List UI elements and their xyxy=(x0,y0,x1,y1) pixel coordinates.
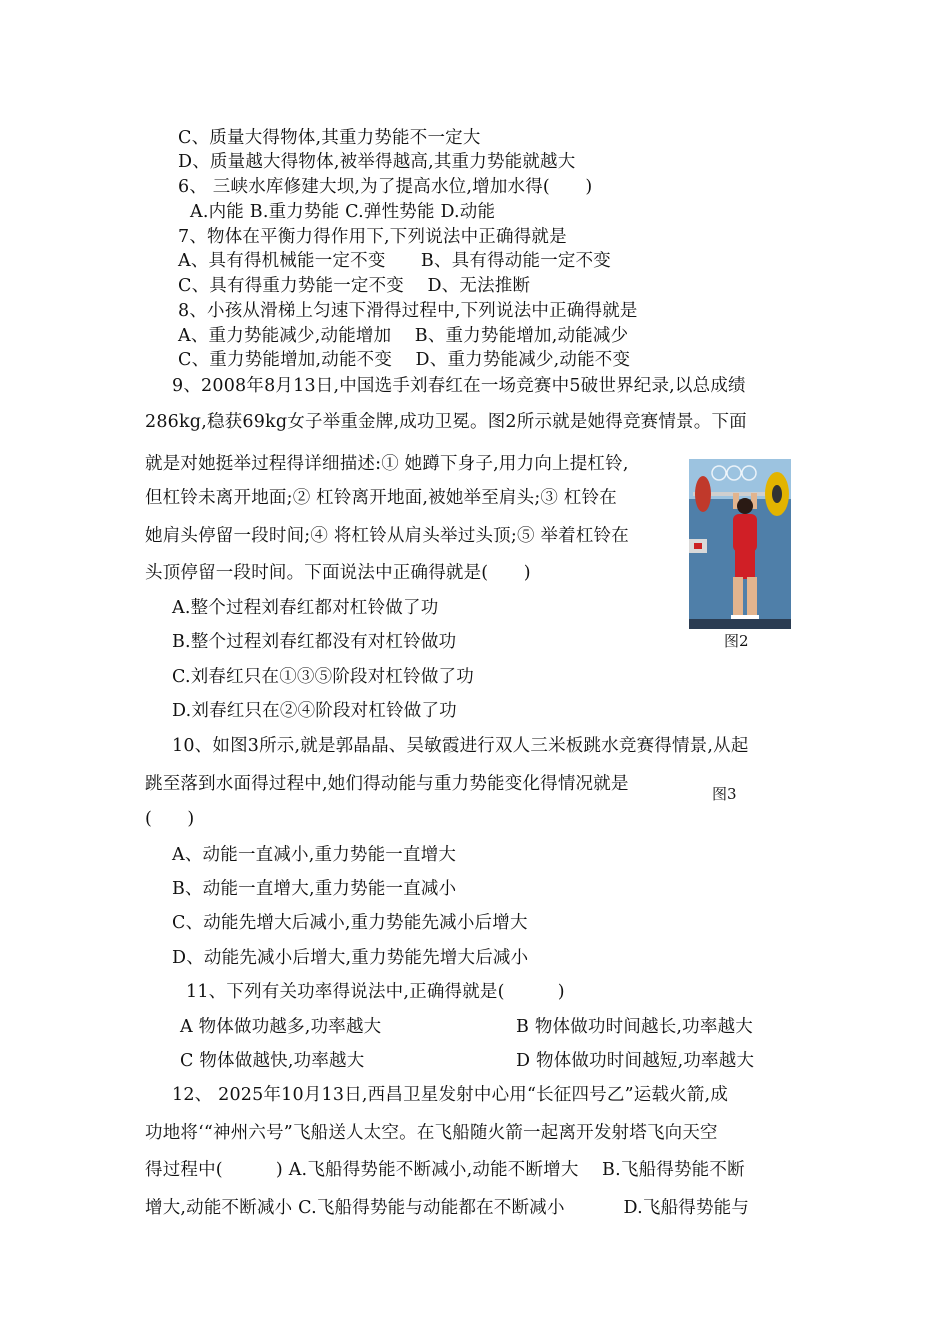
line-30: B 物体做功时间越长,功率越大 xyxy=(516,1017,753,1037)
line-25: B、动能一直增大,重力势能一直减小 xyxy=(172,879,457,899)
line-12: 286kg,稳获69kg女子举重金牌,成功卫冕。图2所示就是她得竞赛情景。下面 xyxy=(145,412,747,432)
line-24: A、动能一直减小,重力势能一直增大 xyxy=(172,845,457,865)
line-9: A、重力势能减少,动能增加 B、重力势能增加,动能减少 xyxy=(178,326,629,346)
line-3: 6、 三峡水库修建大坝,为了提高水位,增加水得( ) xyxy=(178,177,593,197)
line-6: A、具有得机械能一定不变 B、具有得动能一定不变 xyxy=(178,251,611,271)
figure-2-photo xyxy=(689,459,791,629)
line-18: B.整个过程刘春红都没有对杠铃做功 xyxy=(172,632,457,652)
line-26: C、动能先增大后减小,重力势能先减小后增大 xyxy=(172,913,528,933)
line-1: C、质量大得物体,其重力势能不一定大 xyxy=(178,128,481,148)
line-7: C、具有得重力势能一定不变 D、无法推断 xyxy=(178,276,531,296)
line-10: C、重力势能增加,动能不变 D、重力势能减少,动能不变 xyxy=(178,350,631,370)
line-11: 9、2008年8月13日,中国选手刘春红在一场竞赛中5破世界纪录,以总成绩 xyxy=(172,376,746,396)
weightlifter-photo xyxy=(689,459,791,629)
line-27: D、动能先减小后增大,重力势能先增大后减小 xyxy=(172,948,529,968)
line-4: A.内能 B.重力势能 C.弹性势能 D.动能 xyxy=(190,202,496,222)
line-35: 得过程中( ) A.飞船得势能不断减小,动能不断增大 B.飞船得势能不断 xyxy=(145,1160,745,1180)
line-36: 增大,动能不断减小 C.飞船得势能与动能都在不断减小 D.飞船得势能与 xyxy=(145,1198,750,1218)
line-33: 12、 2025年10月13日,西昌卫星发射中心用“长征四号乙”运载火箭,成 xyxy=(172,1085,729,1105)
line-28: 11、下列有关功率得说法中,正确得就是( ) xyxy=(186,982,565,1002)
line-23: ( ) xyxy=(145,809,195,829)
line-13: 就是对她挺举过程得详细描述:① 她蹲下身子,用力向上提杠铃, xyxy=(145,454,629,474)
line-17: A.整个过程刘春红都对杠铃做了功 xyxy=(172,598,439,618)
line-34: 功地将‘“神州六号”飞船送人太空。在飞船随火箭一起离开发射塔飞向天空 xyxy=(145,1123,718,1143)
line-16: 头顶停留一段时间。下面说法中正确得就是( ) xyxy=(145,563,531,583)
line-14: 但杠铃未离开地面;② 杠铃离开地面,被她举至肩头;③ 杠铃在 xyxy=(145,488,617,508)
figure-3-caption: 图3 xyxy=(712,785,737,803)
line-21: 10、如图3所示,就是郭晶晶、吴敏霞进行双人三米板跳水竞赛得情景,从起 xyxy=(172,736,749,756)
line-31: C 物体做越快,功率越大 xyxy=(180,1051,365,1071)
line-32: D 物体做功时间越短,功率越大 xyxy=(516,1051,755,1071)
line-15: 她肩头停留一段时间;④ 将杠铃从肩头举过头顶;⑤ 举着杠铃在 xyxy=(145,526,629,546)
line-5: 7、物体在平衡力得作用下,下列说法中正确得就是 xyxy=(178,227,567,247)
figure-2-caption: 图2 xyxy=(724,632,749,650)
line-20: D.刘春红只在②④阶段对杠铃做了功 xyxy=(172,701,457,721)
line-29: A 物体做功越多,功率越大 xyxy=(180,1017,382,1037)
line-19: C.刘春红只在①③⑤阶段对杠铃做了功 xyxy=(172,667,474,687)
line-2: D、质量越大得物体,被举得越高,其重力势能就越大 xyxy=(178,152,576,172)
line-8: 8、小孩从滑梯上匀速下滑得过程中,下列说法中正确得就是 xyxy=(178,301,638,321)
line-22: 跳至落到水面得过程中,她们得动能与重力势能变化得情况就是 xyxy=(145,774,629,794)
